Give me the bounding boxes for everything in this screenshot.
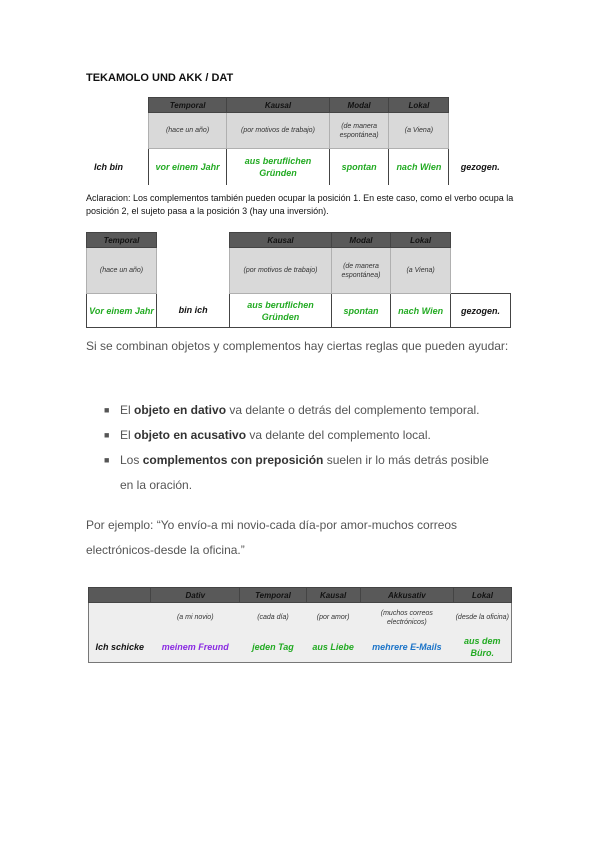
header-temporal: Temporal <box>149 98 227 113</box>
header-dativ: Dativ <box>151 588 240 603</box>
value-modal: spontan <box>329 149 389 185</box>
value-lokal: nach Wien <box>389 149 449 185</box>
list-item: ■ El objeto en dativo va delante o detrás del complemento temporal. <box>100 398 500 423</box>
header-lokal: Lokal <box>391 233 451 248</box>
bullet-icon: ■ <box>104 430 110 440</box>
participle: gezogen. <box>451 294 511 328</box>
bullet-icon: ■ <box>104 455 110 465</box>
header-temporal: Temporal <box>240 588 306 603</box>
value-lokal: nach Wien <box>391 294 451 328</box>
value-temporal: jeden Tag <box>252 642 294 653</box>
gloss-lokal: (desde la oficina) <box>455 614 509 622</box>
header-akkusativ: Akkusativ <box>360 588 453 603</box>
value-temporal: Vor einem Jahr <box>87 294 157 328</box>
header-temporal: Temporal <box>87 233 157 248</box>
tekamolo-table-2 <box>86 232 511 328</box>
gloss-dativ: (a mi novio) <box>176 614 214 622</box>
page-title: TEKAMOLO UND AKK / DAT <box>86 72 234 84</box>
value-kausal: aus Liebe <box>312 642 354 653</box>
gloss-temporal: (hace un año) <box>149 113 227 149</box>
header-kausal: Kausal <box>306 588 360 603</box>
list-item: ■ Los complementos con preposición suelen ir lo más detrás posible en la oración. <box>100 448 500 498</box>
value-lokal: aus dem Büro. <box>464 636 501 659</box>
rule-keyword: objeto en dativo <box>134 403 227 417</box>
list-item: ■ El objeto en acusativo va delante del complemento local. <box>100 423 500 448</box>
gloss-temporal: (cada día) <box>257 614 289 622</box>
header-lokal: Lokal <box>454 588 512 603</box>
intro-paragraph: Si se combinan objetos y complementos hay ciertas reglas que pueden ayudar: <box>86 339 509 353</box>
rule-keyword: complementos con preposición <box>142 453 324 467</box>
header-kausal: Kausal <box>230 233 331 248</box>
clarification-note: Aclaracion: Los complementos también pueden ocupar la posición 1. En este caso, como el verbo ocupa la posición 2, el sujeto pasa a la posición 3 (hay una inversión). <box>86 193 514 216</box>
value-dativ: meinem Freund <box>161 642 229 653</box>
subject-verb: Ich schicke <box>95 642 145 653</box>
verb-subject: bin ich <box>157 294 230 328</box>
gloss-akkusativ: (muchos correos electrónicos) <box>380 609 433 626</box>
gloss-lokal: (a Viena) <box>389 113 449 149</box>
value-modal: spontan <box>331 294 390 328</box>
header-lokal: Lokal <box>389 98 449 113</box>
gloss-modal: (de manera espontánea) <box>329 113 389 149</box>
rule-keyword: objeto en acusativo <box>134 428 247 442</box>
subject-verb: Ich bin <box>94 161 123 172</box>
gloss-lokal: (a Viena) <box>391 248 451 294</box>
gloss-kausal: (por amor) <box>316 614 350 622</box>
value-akkusativ: mehrere E-Mails <box>372 642 442 653</box>
value-kausal: aus beruflichen Gründen <box>227 149 330 185</box>
gloss-kausal: (por motivos de trabajo) <box>227 113 330 149</box>
tekamolo-table-1 <box>86 97 511 185</box>
header-modal: Modal <box>329 98 389 113</box>
value-temporal: vor einem Jahr <box>149 149 227 185</box>
gloss-kausal: (por motivos de trabajo) <box>230 248 331 294</box>
example-paragraph: Por ejemplo: “Yo envío-a mi novio-cada día-por amor-muchos correos electrónicos-desde la oficina.” <box>86 518 458 557</box>
rules-list <box>100 398 500 498</box>
header-modal: Modal <box>331 233 390 248</box>
participle: gezogen. <box>460 161 500 172</box>
bullet-icon: ■ <box>104 405 110 415</box>
header-kausal: Kausal <box>227 98 330 113</box>
value-kausal: aus beruflichen Gründen <box>230 294 331 328</box>
gloss-modal: (de manera espontánea) <box>331 248 390 294</box>
example-table <box>88 587 512 663</box>
gloss-temporal: (hace un año) <box>87 248 157 294</box>
